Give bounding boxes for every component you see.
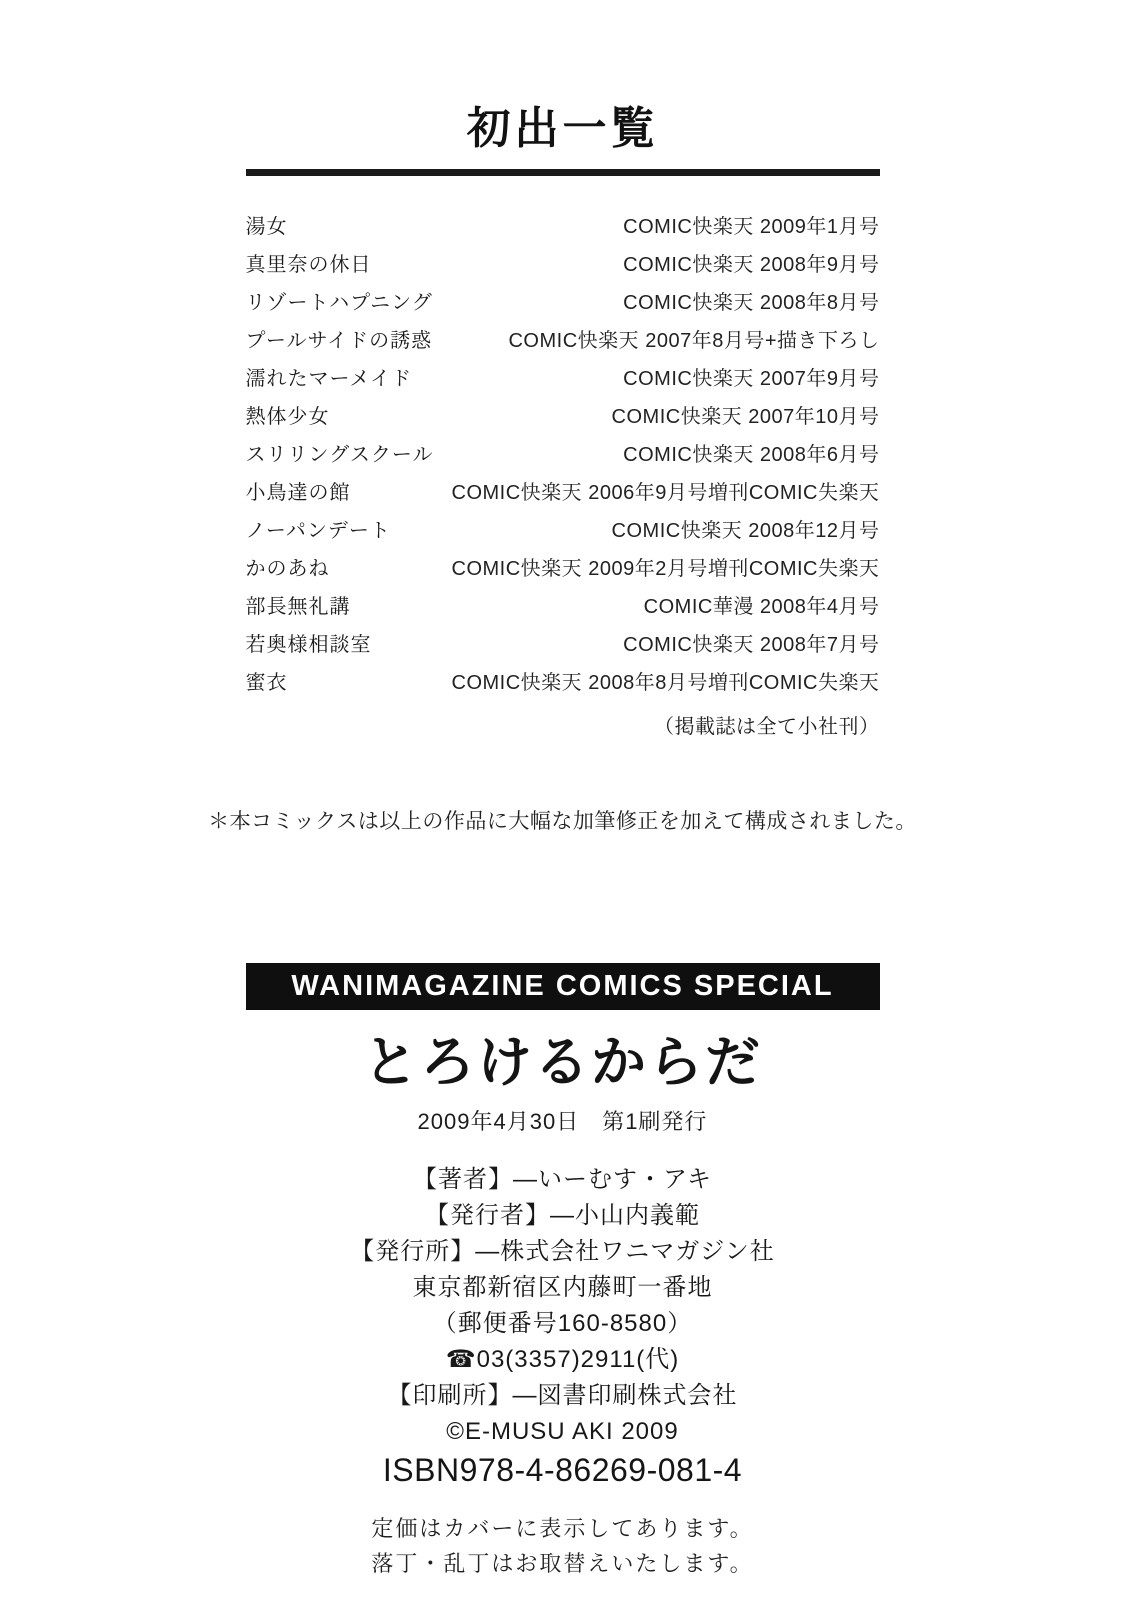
work-title: 真里奈の休日 <box>245 254 372 276</box>
work-source: COMIC快楽天 2007年9月号 <box>623 368 880 390</box>
publication-line: 【著者】―いーむす・アキ <box>412 1166 713 1193</box>
publication-line: ©E-MUSU AKI 2009 <box>446 1418 679 1445</box>
revision-note: ＊本コミックスは以上の作品に大幅な加筆修正を加えて構成されました。 <box>208 809 917 833</box>
page-title: 初出一覧 <box>466 104 659 153</box>
work-source: COMIC快楽天 2009年1月号 <box>623 216 880 238</box>
work-title: 部長無礼講 <box>245 596 351 618</box>
work-row <box>246 634 880 656</box>
work-source: COMIC快楽天 2008年8月号増刊COMIC失楽天 <box>451 672 880 694</box>
work-title: リゾートハプニング <box>245 292 433 314</box>
first-publication-list <box>246 216 880 739</box>
publication-line: 【発行所】―株式会社ワニマガジン社 <box>350 1238 775 1265</box>
work-row <box>246 482 880 504</box>
publication-line: 【印刷所】―図書印刷株式会社 <box>387 1382 738 1409</box>
work-title: 濡れたマーメイド <box>245 368 413 390</box>
work-row <box>246 558 880 580</box>
work-source: COMIC快楽天 2008年12月号 <box>611 520 880 542</box>
publication-line: 【発行者】―小山内義範 <box>425 1202 700 1229</box>
work-row <box>246 406 880 428</box>
work-source: COMIC快楽天 2006年9月号増刊COMIC失楽天 <box>451 482 880 504</box>
title-rule <box>246 169 880 176</box>
work-row <box>246 368 880 390</box>
works-footnote: （掲載誌は全て小社刊） <box>654 716 880 738</box>
defect-note: 落丁・乱丁はお取替えいたします。 <box>371 1551 754 1576</box>
edition-line: 2009年4月30日 第1刷発行 <box>417 1109 708 1134</box>
work-row <box>246 292 880 314</box>
work-title: 蜜衣 <box>245 672 288 694</box>
book-title: とろけるからだ <box>362 1031 762 1093</box>
bottom-notes <box>0 1511 1125 1581</box>
works-list <box>246 216 880 694</box>
work-row <box>246 216 880 238</box>
work-source: COMIC快楽天 2008年6月号 <box>623 444 880 466</box>
work-title: かのあね <box>245 558 330 580</box>
work-title: 小鳥達の館 <box>245 482 351 504</box>
isbn: ISBN978-4-86269-081-4 <box>382 1452 743 1488</box>
publication-line: （郵便番号160-8580） <box>432 1310 693 1337</box>
work-title: 熱体少女 <box>245 406 330 428</box>
work-source: COMIC快楽天 2008年7月号 <box>623 634 880 656</box>
work-source: COMIC快楽天 2007年10月号 <box>611 406 880 428</box>
work-source: COMIC華漫 2008年4月号 <box>643 596 880 618</box>
work-row <box>246 596 880 618</box>
work-row <box>246 444 880 466</box>
work-title: 湯女 <box>245 216 288 238</box>
series-banner: WANIMAGAZINE COMICS SPECIAL <box>246 963 880 1010</box>
publication-line: 東京都新宿区内藤町一番地 <box>412 1274 713 1301</box>
work-row <box>246 672 880 694</box>
work-title: ノーパンデート <box>245 520 391 542</box>
work-row <box>246 330 880 352</box>
work-title: プールサイドの誘惑 <box>245 330 433 352</box>
work-source: COMIC快楽天 2008年9月号 <box>623 254 880 276</box>
work-title: 若奥様相談室 <box>245 634 372 656</box>
work-row <box>246 254 880 276</box>
masthead <box>246 0 880 176</box>
work-source: COMIC快楽天 2007年8月号+描き下ろし <box>508 330 880 352</box>
colophon <box>0 963 1125 1581</box>
work-row <box>246 520 880 542</box>
work-source: COMIC快楽天 2008年8月号 <box>623 292 880 314</box>
work-source: COMIC快楽天 2009年2月号増刊COMIC失楽天 <box>451 558 880 580</box>
price-note: 定価はカバーに表示してあります。 <box>371 1516 754 1541</box>
work-title: スリリングスクール <box>245 444 434 466</box>
publication-line: ☎03(3357)2911(代) <box>445 1346 680 1373</box>
publication-details <box>0 1162 1125 1450</box>
